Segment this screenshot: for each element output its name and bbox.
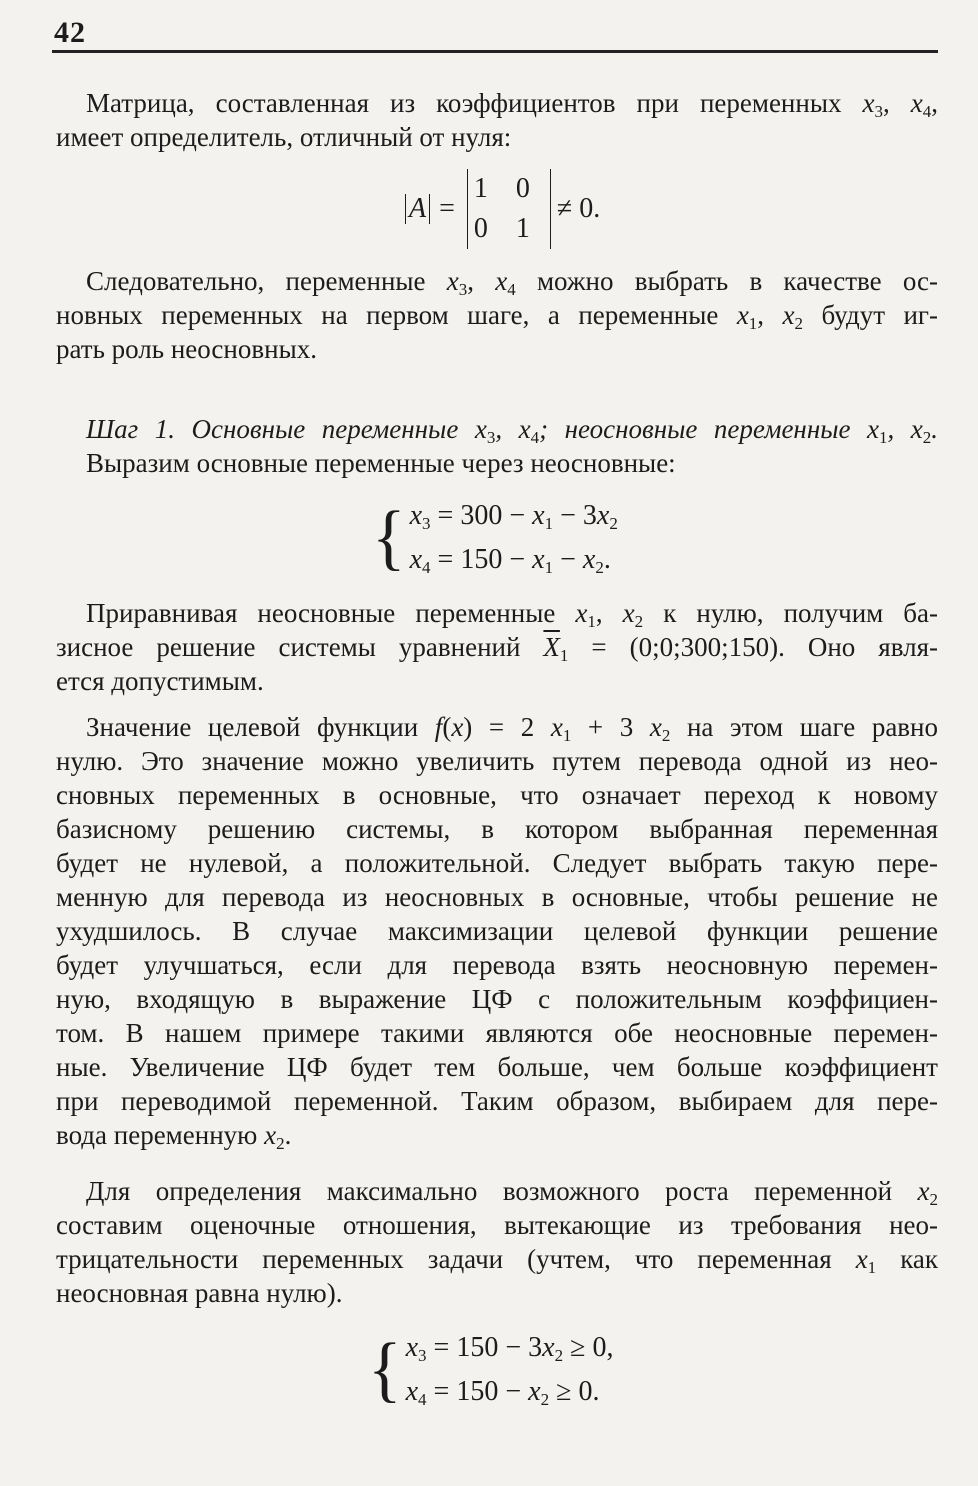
brace: { — [372, 497, 406, 578]
page-number: 42 — [54, 16, 86, 49]
text-line: ные. Увеличение ЦФ будет тем больше, чем больше коэффициент — [56, 1052, 938, 1082]
text-line: будет улучшаться, если для перевода взять неосновную перемен- — [56, 950, 938, 980]
text-line: ную, входящую в выражение ЦФ с положительным коэффициен- — [56, 984, 938, 1014]
text-line: менную для перевода из неосновных в основные, чтобы решение не — [56, 882, 938, 912]
text-line: Значение целевой функции f(x) = 2 $x_1 + 3$ $x_2$ на этом шаге равно — [86, 712, 939, 745]
equation-system-2 — [368, 1326, 613, 1414]
not-equal-zero: ≠ 0. — [556, 193, 601, 224]
text-line: сновных переменных в основные, что означает переход к новому — [56, 780, 938, 810]
paragraph-matrix-intro — [56, 86, 938, 154]
text-line: составим оценочные отношения, вытекающие из требования нео- — [56, 1210, 938, 1240]
text-line: Выразим основные переменные через неосновные: — [86, 448, 676, 478]
matrix-grid: 1 0 0 1 — [473, 173, 530, 244]
paragraph-basis-solution — [56, 596, 938, 698]
paragraph-ratio-estimates — [56, 1174, 938, 1310]
text-line: вода переменную $x_2$. — [56, 1120, 292, 1153]
text-line: Матрица, составленная из коэффициентов при переменных $x_3$, $x_4$, — [86, 88, 938, 121]
text-line: рать роль неосновных. — [56, 334, 317, 364]
text-line: том. В нашем примере такими являются обе неосновные перемен- — [56, 1018, 938, 1048]
text-line: Для определения максимально возможного роста переменной $x_2$ — [86, 1176, 938, 1209]
text-line: Следовательно, переменные $x_3$, $x_4$ можно выбрать в качестве ос- — [86, 266, 938, 299]
text-line: неосновная равна нулю). — [56, 1278, 343, 1308]
text-line: ется допустимым. — [56, 666, 264, 696]
text-line: имеет определитель, отличный от нуля: — [56, 122, 512, 152]
paragraph-objective-function — [56, 710, 938, 1152]
text-line: при переводимой переменной. Таким образом, выбираем для пере- — [56, 1086, 938, 1116]
paragraph-basic-variables — [56, 264, 938, 366]
step-1-section — [56, 412, 938, 480]
text-line: ухудшилось. В случае максимизации целевой функции решение — [56, 916, 938, 946]
step-1-heading: Шаг 1. Основные переменные $x_3$, $x_4$; неосновные переменные $x_1$, $x_2$. — [86, 414, 939, 447]
equation-row: $x_3 = 300 - x_1 - 3x_2$ — [409, 500, 618, 533]
text-line: будет не нулевой, а положительной. Следует выбрать такую пере- — [56, 848, 938, 878]
equation-system-1 — [372, 494, 618, 582]
equation-row: $x_3 = 150 - 3x_2 \ge 0$, — [405, 1332, 614, 1365]
text-line: трицательности переменных задачи (учтем, что переменная $x_1$ как — [56, 1244, 938, 1277]
determinant-formula: A = 1 0 0 1 ≠ 0. — [402, 168, 600, 250]
header-rule — [52, 50, 938, 53]
matrix-symbol: A — [409, 193, 427, 224]
equation-row: $x_4 = 150 - x_2 \ge 0$. — [405, 1376, 600, 1409]
text-line: базисному решению системы, в котором выбранная переменная — [56, 814, 938, 844]
brace: { — [368, 1329, 402, 1410]
equation-row: $x_4 = 150 - x_1 - x_2$. — [409, 544, 611, 577]
text-line: Приравнивая неосновные переменные $x_1$, $x_2$ к нулю, получим ба- — [86, 598, 939, 631]
text-line: зисное решение системы уравнений $\overline{X}_1$ = (0;0;300;150). Оно явля- — [56, 632, 938, 665]
text-line: нулю. Это значение можно увеличить путем перевода одной из нео- — [56, 746, 938, 776]
text-line: новных переменных на первом шаге, а переменные $x_1$, $x_2$ будут иг- — [56, 300, 938, 333]
